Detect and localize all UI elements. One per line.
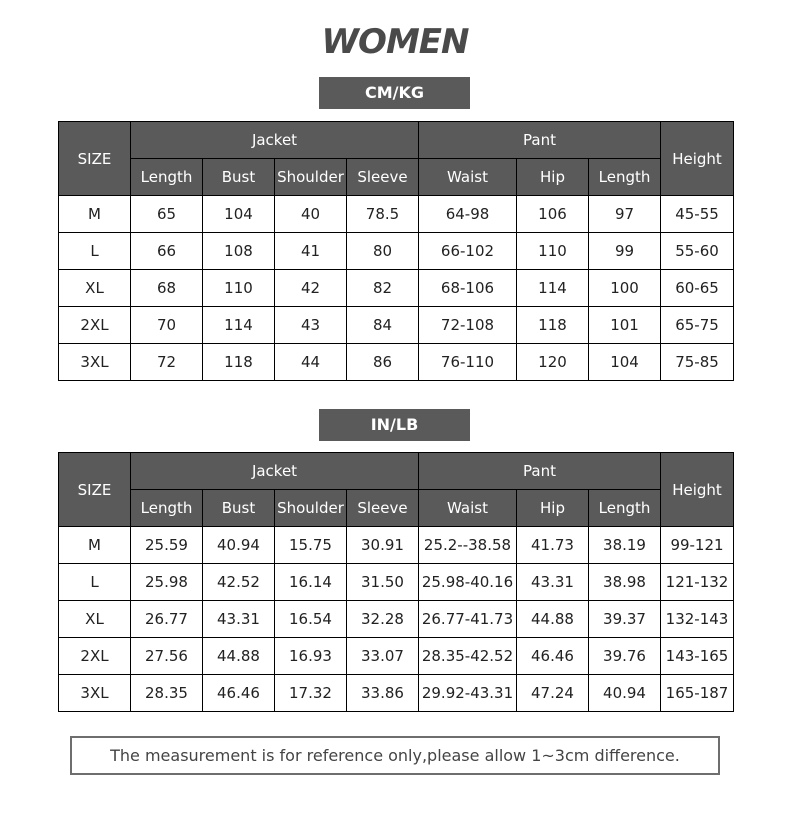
header-pant-length: Length bbox=[589, 490, 661, 527]
cell-pant-length: 39.76 bbox=[589, 638, 661, 675]
cell-sleeve: 86 bbox=[347, 344, 419, 381]
cell-hip: 110 bbox=[517, 233, 589, 270]
cell-jacket-length: 66 bbox=[131, 233, 203, 270]
table-row bbox=[59, 270, 734, 307]
cell-pant-length: 99 bbox=[589, 233, 661, 270]
header-hip: Hip bbox=[517, 490, 589, 527]
cell-height: 143-165 bbox=[661, 638, 734, 675]
cell-height: 165-187 bbox=[661, 675, 734, 712]
unit-label-in-lb: IN/LB bbox=[319, 409, 470, 441]
cell-size: XL bbox=[59, 270, 131, 307]
cell-sleeve: 78.5 bbox=[347, 196, 419, 233]
cell-jacket-length: 25.98 bbox=[131, 564, 203, 601]
cell-waist: 28.35-42.52 bbox=[419, 638, 517, 675]
cell-sleeve: 80 bbox=[347, 233, 419, 270]
cell-hip: 44.88 bbox=[517, 601, 589, 638]
header-jacket-length: Length bbox=[131, 159, 203, 196]
cell-pant-length: 39.37 bbox=[589, 601, 661, 638]
cell-size: 2XL bbox=[59, 638, 131, 675]
cell-size: M bbox=[59, 527, 131, 564]
cell-shoulder: 40 bbox=[275, 196, 347, 233]
header-height: Height bbox=[661, 122, 734, 196]
cell-bust: 108 bbox=[203, 233, 275, 270]
cell-size: L bbox=[59, 564, 131, 601]
cell-sleeve: 32.28 bbox=[347, 601, 419, 638]
header-sleeve: Sleeve bbox=[347, 490, 419, 527]
cell-height: 60-65 bbox=[661, 270, 734, 307]
cell-pant-length: 97 bbox=[589, 196, 661, 233]
cell-jacket-length: 65 bbox=[131, 196, 203, 233]
cell-bust: 104 bbox=[203, 196, 275, 233]
cell-sleeve: 33.86 bbox=[347, 675, 419, 712]
cell-bust: 43.31 bbox=[203, 601, 275, 638]
cell-height: 55-60 bbox=[661, 233, 734, 270]
cell-bust: 46.46 bbox=[203, 675, 275, 712]
header-hip: Hip bbox=[517, 159, 589, 196]
reference-note: The measurement is for reference only,please allow 1~3cm difference. bbox=[70, 736, 720, 775]
cell-hip: 46.46 bbox=[517, 638, 589, 675]
cell-pant-length: 104 bbox=[589, 344, 661, 381]
table-row bbox=[59, 638, 734, 675]
cell-hip: 114 bbox=[517, 270, 589, 307]
cell-hip: 118 bbox=[517, 307, 589, 344]
table-row bbox=[59, 675, 734, 712]
cell-waist: 66-102 bbox=[419, 233, 517, 270]
cell-size: 2XL bbox=[59, 307, 131, 344]
cell-shoulder: 43 bbox=[275, 307, 347, 344]
table-row bbox=[59, 601, 734, 638]
cell-size: 3XL bbox=[59, 675, 131, 712]
header-pant-length: Length bbox=[589, 159, 661, 196]
cell-height: 121-132 bbox=[661, 564, 734, 601]
cell-pant-length: 101 bbox=[589, 307, 661, 344]
header-bust: Bust bbox=[203, 490, 275, 527]
table-row bbox=[59, 233, 734, 270]
cell-bust: 114 bbox=[203, 307, 275, 344]
cell-sleeve: 31.50 bbox=[347, 564, 419, 601]
header-pant: Pant bbox=[419, 122, 661, 159]
cell-height: 65-75 bbox=[661, 307, 734, 344]
header-jacket: Jacket bbox=[131, 122, 419, 159]
cell-bust: 44.88 bbox=[203, 638, 275, 675]
cell-pant-length: 38.19 bbox=[589, 527, 661, 564]
cell-jacket-length: 70 bbox=[131, 307, 203, 344]
cell-size: 3XL bbox=[59, 344, 131, 381]
table-row bbox=[59, 344, 734, 381]
cell-bust: 118 bbox=[203, 344, 275, 381]
cell-height: 45-55 bbox=[661, 196, 734, 233]
cell-size: L bbox=[59, 233, 131, 270]
cell-hip: 120 bbox=[517, 344, 589, 381]
cell-shoulder: 16.54 bbox=[275, 601, 347, 638]
header-sleeve: Sleeve bbox=[347, 159, 419, 196]
header-size: SIZE bbox=[59, 453, 131, 527]
cell-waist: 25.98-40.16 bbox=[419, 564, 517, 601]
cell-height: 132-143 bbox=[661, 601, 734, 638]
unit-label-cm-kg: CM/KG bbox=[319, 77, 470, 109]
cell-size: M bbox=[59, 196, 131, 233]
cell-jacket-length: 28.35 bbox=[131, 675, 203, 712]
header-jacket-length: Length bbox=[131, 490, 203, 527]
cell-height: 99-121 bbox=[661, 527, 734, 564]
cell-jacket-length: 72 bbox=[131, 344, 203, 381]
cell-hip: 106 bbox=[517, 196, 589, 233]
header-shoulder: Shoulder bbox=[275, 159, 347, 196]
cell-sleeve: 33.07 bbox=[347, 638, 419, 675]
size-table-cm bbox=[58, 121, 734, 381]
cell-bust: 110 bbox=[203, 270, 275, 307]
header-waist: Waist bbox=[419, 159, 517, 196]
cell-sleeve: 30.91 bbox=[347, 527, 419, 564]
cell-jacket-length: 68 bbox=[131, 270, 203, 307]
cell-sleeve: 82 bbox=[347, 270, 419, 307]
cell-waist: 26.77-41.73 bbox=[419, 601, 517, 638]
cell-pant-length: 40.94 bbox=[589, 675, 661, 712]
cell-hip: 47.24 bbox=[517, 675, 589, 712]
header-waist: Waist bbox=[419, 490, 517, 527]
header-shoulder: Shoulder bbox=[275, 490, 347, 527]
cell-waist: 25.2--38.58 bbox=[419, 527, 517, 564]
cell-size: XL bbox=[59, 601, 131, 638]
page-title: WOMEN bbox=[321, 22, 469, 62]
cell-shoulder: 41 bbox=[275, 233, 347, 270]
header-jacket: Jacket bbox=[131, 453, 419, 490]
cell-bust: 42.52 bbox=[203, 564, 275, 601]
cell-jacket-length: 26.77 bbox=[131, 601, 203, 638]
header-height: Height bbox=[661, 453, 734, 527]
size-table-in bbox=[58, 452, 734, 712]
cell-waist: 72-108 bbox=[419, 307, 517, 344]
cell-waist: 64-98 bbox=[419, 196, 517, 233]
cell-jacket-length: 25.59 bbox=[131, 527, 203, 564]
cell-shoulder: 44 bbox=[275, 344, 347, 381]
cell-shoulder: 16.93 bbox=[275, 638, 347, 675]
cell-waist: 68-106 bbox=[419, 270, 517, 307]
cell-pant-length: 38.98 bbox=[589, 564, 661, 601]
cell-jacket-length: 27.56 bbox=[131, 638, 203, 675]
cell-hip: 41.73 bbox=[517, 527, 589, 564]
cell-waist: 76-110 bbox=[419, 344, 517, 381]
table-row bbox=[59, 564, 734, 601]
cell-shoulder: 42 bbox=[275, 270, 347, 307]
cell-height: 75-85 bbox=[661, 344, 734, 381]
table-row bbox=[59, 196, 734, 233]
table-row bbox=[59, 527, 734, 564]
cell-shoulder: 16.14 bbox=[275, 564, 347, 601]
cell-bust: 40.94 bbox=[203, 527, 275, 564]
cell-waist: 29.92-43.31 bbox=[419, 675, 517, 712]
table-row bbox=[59, 307, 734, 344]
cell-shoulder: 15.75 bbox=[275, 527, 347, 564]
cell-sleeve: 84 bbox=[347, 307, 419, 344]
header-pant: Pant bbox=[419, 453, 661, 490]
header-bust: Bust bbox=[203, 159, 275, 196]
header-size: SIZE bbox=[59, 122, 131, 196]
cell-shoulder: 17.32 bbox=[275, 675, 347, 712]
cell-pant-length: 100 bbox=[589, 270, 661, 307]
cell-hip: 43.31 bbox=[517, 564, 589, 601]
